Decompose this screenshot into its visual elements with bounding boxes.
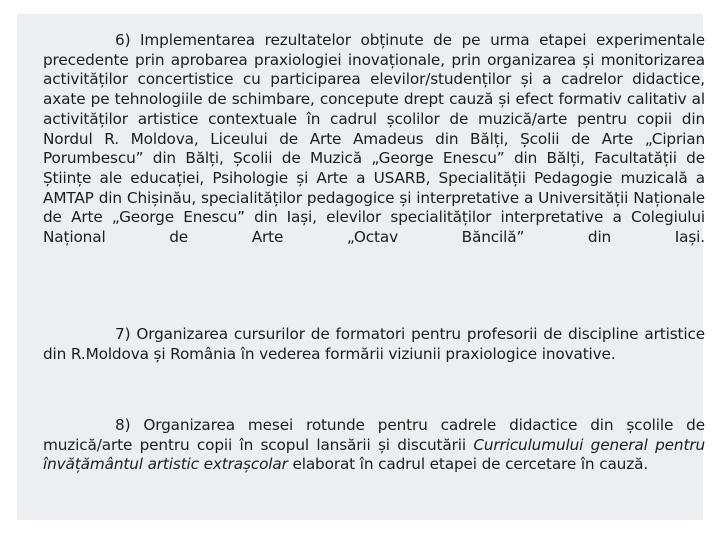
paragraph-7-text: 7) Organizarea cursurilor de formatori pentru profesorii de discipline artistice din R.Moldova și România în vederea formării viziunii praxiologice inovative. [43,325,705,363]
paragraph-7 [43,325,705,364]
paragraph-6 [43,31,705,248]
paragraph-6-text: 6) Implementarea rezultatelor obținute de pe urma etapei experimentale precedente prin aprobarea praxiologiei inovaționale, prin organizarea și monitorizarea activităților concertistice cu participarea elevilor/studenților și a cadrelor didactice, axate pe tehnologiile de schimbare, concepute drept cauză și efect formativ calitativ al activităților artistice contextuale în cadrul școlilor de muzică/arte pentru copii din Nordul R. Moldova, Liceului de Arte Amadeus din Bălți, Școlii de Arte „Ciprian Porumbescu” din Bălți, Școlii de Muzică „George Enescu” din Bălți, Facultatății de Științe ale educației, Psihologie și Arte a USARB, Specialității Pedagogie muzicală a AMTAP din Chișinău, specialităților pedagogice și interpretative a Universității Naționale de Arte „George Enescu” din Iași, elevilor specialităților interpretative a Colegiului Național de Arte „Octav Băncilă” din Iași. [43,31,705,247]
slide-panel [17,14,703,520]
paragraph-8 [43,416,705,475]
curriculum-title: Curriculumului general pentru învățământul artistic extrașcolar [43,435,705,474]
paragraph-8-text-start: 8) Organizarea mesei rotunde pentru cadrele didactice din școlile de muzică/arte pentru copii în scopul lansării și discutării [43,416,705,454]
paragraph-8-text-end: elaborat în cadrul etapei de cercetare în cauză. [287,455,649,474]
